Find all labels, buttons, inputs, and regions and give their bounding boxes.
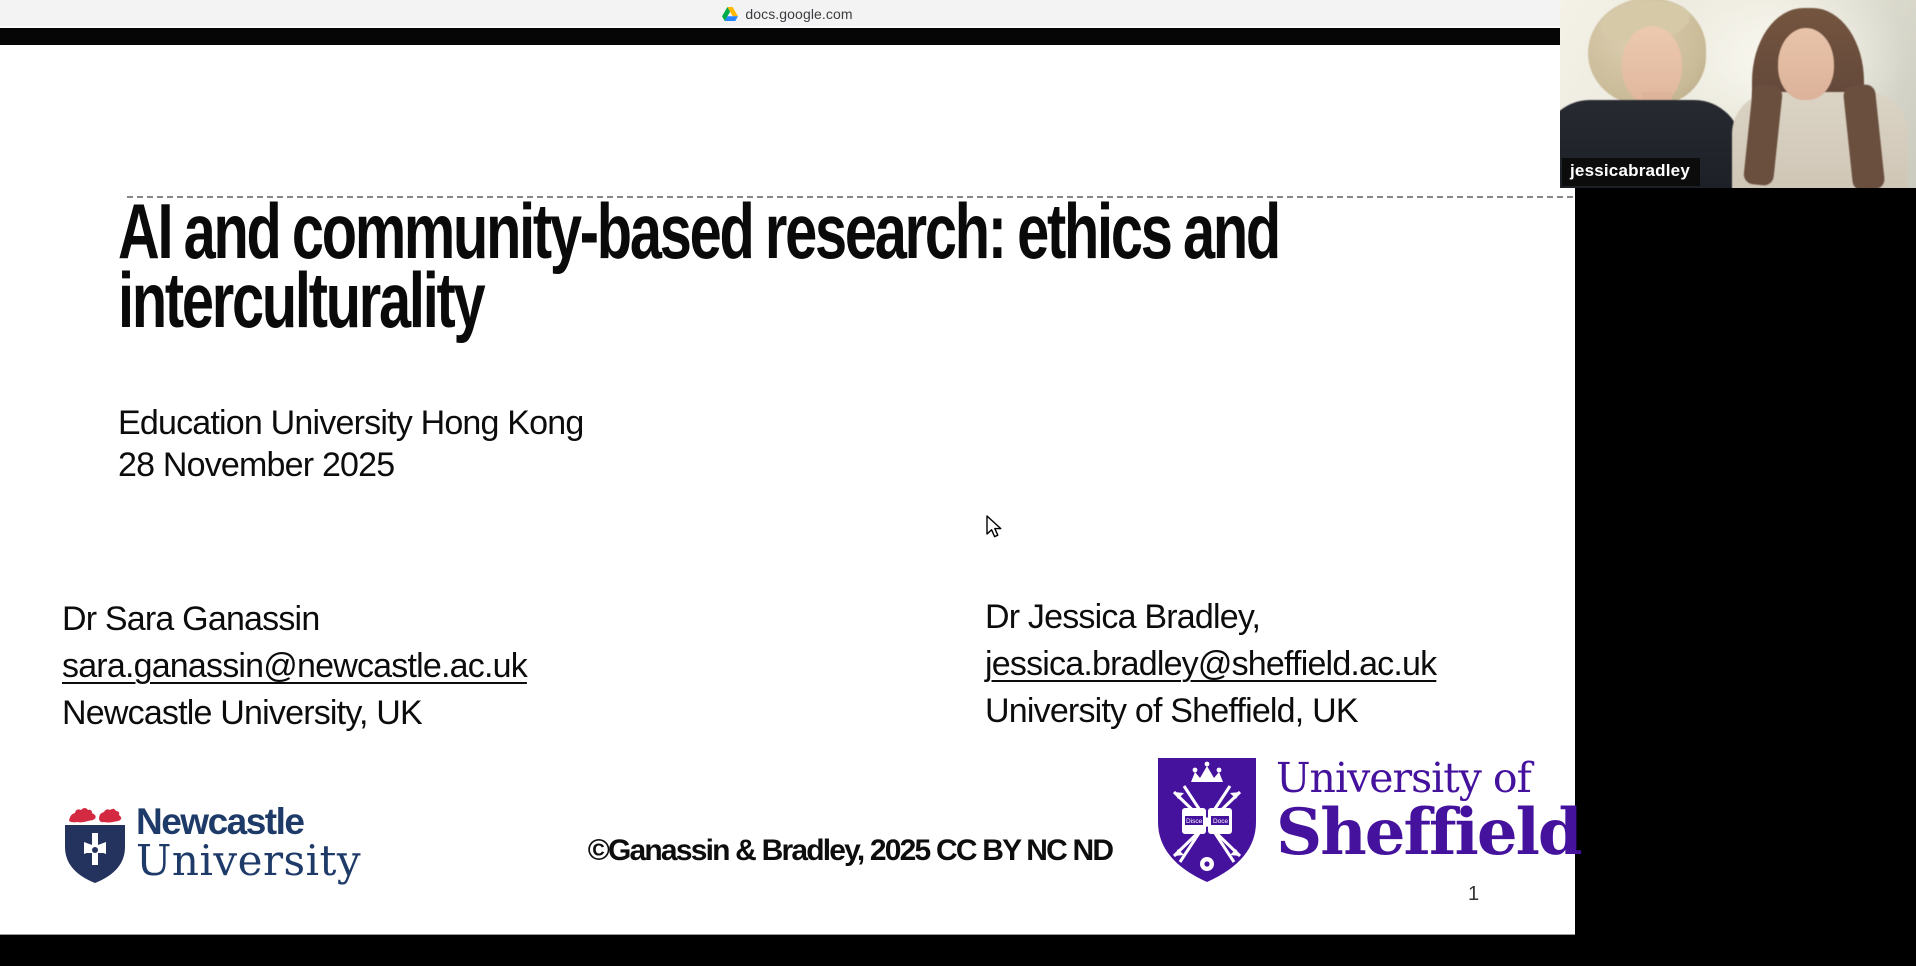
presenter-left-name: Dr Sara Ganassin: [62, 600, 320, 638]
sheffield-wordmark-line1: University of: [1276, 754, 1531, 802]
newcastle-wordmark-line1: Newcastle: [136, 801, 304, 842]
newcastle-crest-icon: [63, 803, 127, 885]
event-location: Education University Hong Kong: [118, 404, 584, 442]
url-text: docs.google.com: [745, 6, 853, 22]
presenter-left-email-link[interactable]: sara.ganassin@newcastle.ac.uk: [62, 647, 527, 685]
event-date: 28 November 2025: [118, 446, 395, 485]
sheffield-university-logo: [1150, 752, 1581, 886]
presentation-slide: [0, 45, 1581, 935]
slide-title: AI and community-based research: ethics and interculturality: [118, 187, 1279, 344]
sheffield-motto-right: Doce: [1213, 818, 1229, 825]
sheffield-wordmark-line2: Sheffield: [1276, 795, 1581, 870]
mouse-cursor: [985, 515, 1007, 539]
letterbox-top: [0, 28, 1575, 45]
presenter-left-affiliation: Newcastle University, UK: [62, 694, 422, 732]
presenter-right-email-link[interactable]: jessica.bradley@sheffield.ac.uk: [985, 645, 1437, 683]
sheffield-motto-left: Disce: [1186, 818, 1203, 825]
participant-video-thumbnail[interactable]: [1560, 0, 1916, 188]
newcastle-university-logo: [63, 803, 361, 885]
sheffield-crest-icon: [1150, 752, 1264, 886]
newcastle-wordmark-line2: University: [136, 836, 362, 885]
presenter-right-block: [985, 594, 1436, 735]
presenter-left-block: [62, 596, 527, 737]
license-text: ©Ganassin & Bradley, 2025 CC BY NC ND: [587, 834, 1113, 867]
google-drive-icon: [722, 7, 738, 21]
slide-page-number: 1: [1468, 883, 1480, 905]
newcastle-wordmark: [136, 801, 362, 885]
browser-topbar: [0, 0, 1575, 28]
person-right-face: [1778, 28, 1834, 100]
event-info: [118, 402, 584, 486]
url-display: [0, 0, 1575, 28]
participant-name-label: jessicabradley: [1562, 158, 1700, 186]
presenter-right-name: Dr Jessica Bradley,: [985, 598, 1261, 636]
sheffield-wordmark: [1276, 756, 1581, 886]
presenter-right-affiliation: University of Sheffield, UK: [985, 692, 1358, 730]
